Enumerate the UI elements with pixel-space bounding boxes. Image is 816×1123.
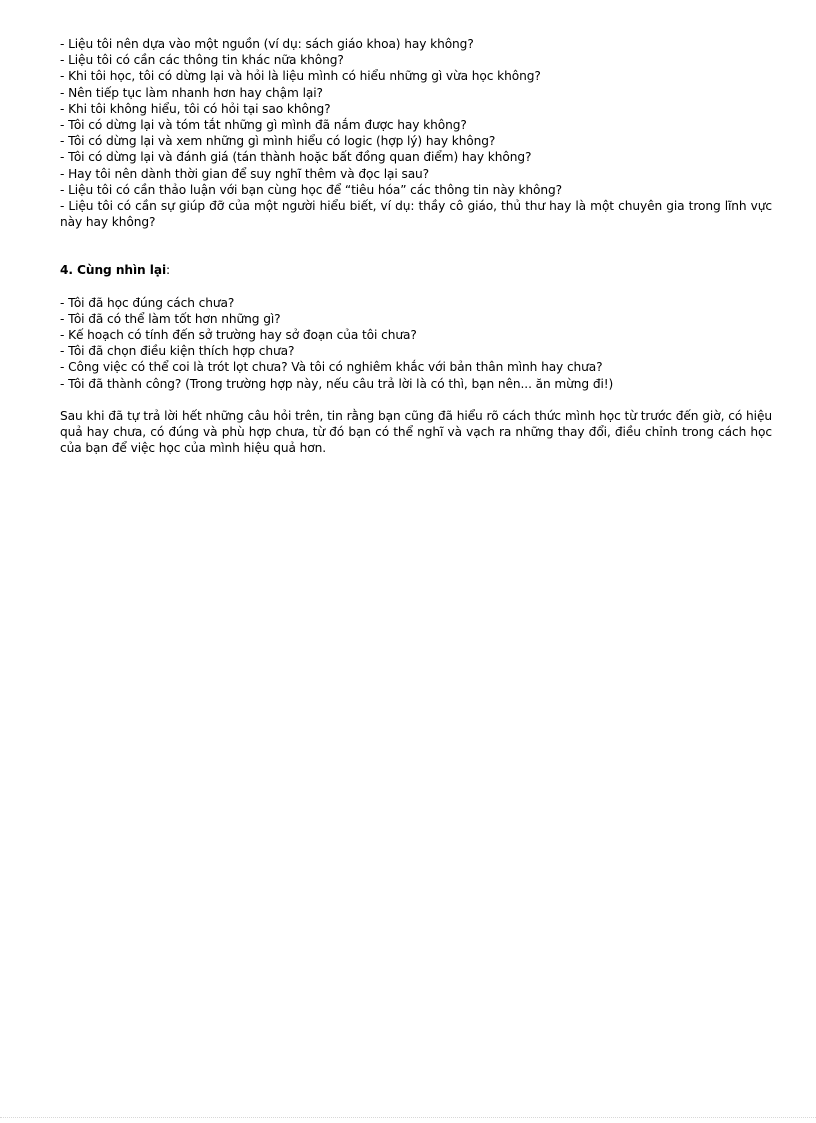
section-heading	[60, 262, 772, 278]
question-item: - Hay tôi nên dành thời gian để suy nghĩ thêm và đọc lại sau?	[60, 166, 430, 181]
section-heading-colon: :	[166, 263, 171, 278]
question-item: - Tôi có dừng lại và tóm tắt những gì mình đã nắm được hay không?	[60, 118, 467, 133]
question-item: - Liệu tôi nên dựa vào một nguồn (ví dụ: sách giáo khoa) hay không?	[60, 37, 474, 51]
question-item: - Liệu tôi có cần thảo luận với bạn cùng học để “tiêu hóa” các thông tin này không?	[60, 182, 563, 197]
question-item-long: - Liệu tôi có cần sự giúp đỡ của một người hiểu biết, ví dụ: thầy cô giáo, thủ thư hay là một chuyên gia trong lĩnh vực này hay không?	[60, 199, 772, 230]
question-item: - Tôi có dừng lại và xem những gì mình hiểu có logic (hợp lý) hay không?	[60, 134, 496, 149]
question-item: - Liệu tôi có cần các thông tin khác nữa không?	[60, 53, 344, 68]
conclusion-paragraph: Sau khi đã tự trả lời hết những câu hỏi trên, tin rằng bạn cũng đã hiểu rõ cách thức mình học từ trước đến giờ, có hiệu quả hay chưa, có đúng và phù hợp chưa, từ đó bạn có thể nghĩ và vạch ra những thay đổi, điều chỉnh trong cách học của bạn để việc học của mình hiệu quả hơn.	[60, 408, 772, 456]
document-page	[60, 36, 772, 456]
review-question-item: - Tôi đã thành công? (Trong trường hợp này, nếu câu trả lời là có thì, bạn nên... ăn mừng đi!)	[60, 376, 614, 391]
question-list-2	[60, 295, 772, 392]
review-question-item: - Tôi đã chọn điều kiện thích hợp chưa?	[60, 344, 295, 359]
review-question-item: - Kế hoạch có tính đến sở trường hay sở đoạn của tôi chưa?	[60, 328, 417, 343]
page-bottom-divider	[0, 1117, 816, 1118]
spacer	[60, 230, 772, 262]
section-heading-text: 4. Cùng nhìn lại	[60, 263, 167, 278]
question-item: - Nên tiếp tục làm nhanh hơn hay chậm lại?	[60, 85, 323, 100]
review-question-item: - Công việc có thể coi là trót lọt chưa? Và tôi có nghiêm khắc với bản thân mình hay chưa?	[60, 360, 603, 375]
question-item: - Tôi có dừng lại và đánh giá (tán thành hoặc bất đồng quan điểm) hay không?	[60, 150, 532, 165]
question-list-1	[60, 36, 772, 230]
review-question-item: - Tôi đã có thể làm tốt hơn những gì?	[60, 311, 281, 326]
spacer	[60, 392, 772, 408]
question-item: - Khi tôi không hiểu, tôi có hỏi tại sao không?	[60, 101, 331, 116]
review-question-item: - Tôi đã học đúng cách chưa?	[60, 295, 235, 310]
question-item: - Khi tôi học, tôi có dừng lại và hỏi là liệu mình có hiểu những gì vừa học không?	[60, 69, 541, 84]
spacer	[60, 279, 772, 295]
